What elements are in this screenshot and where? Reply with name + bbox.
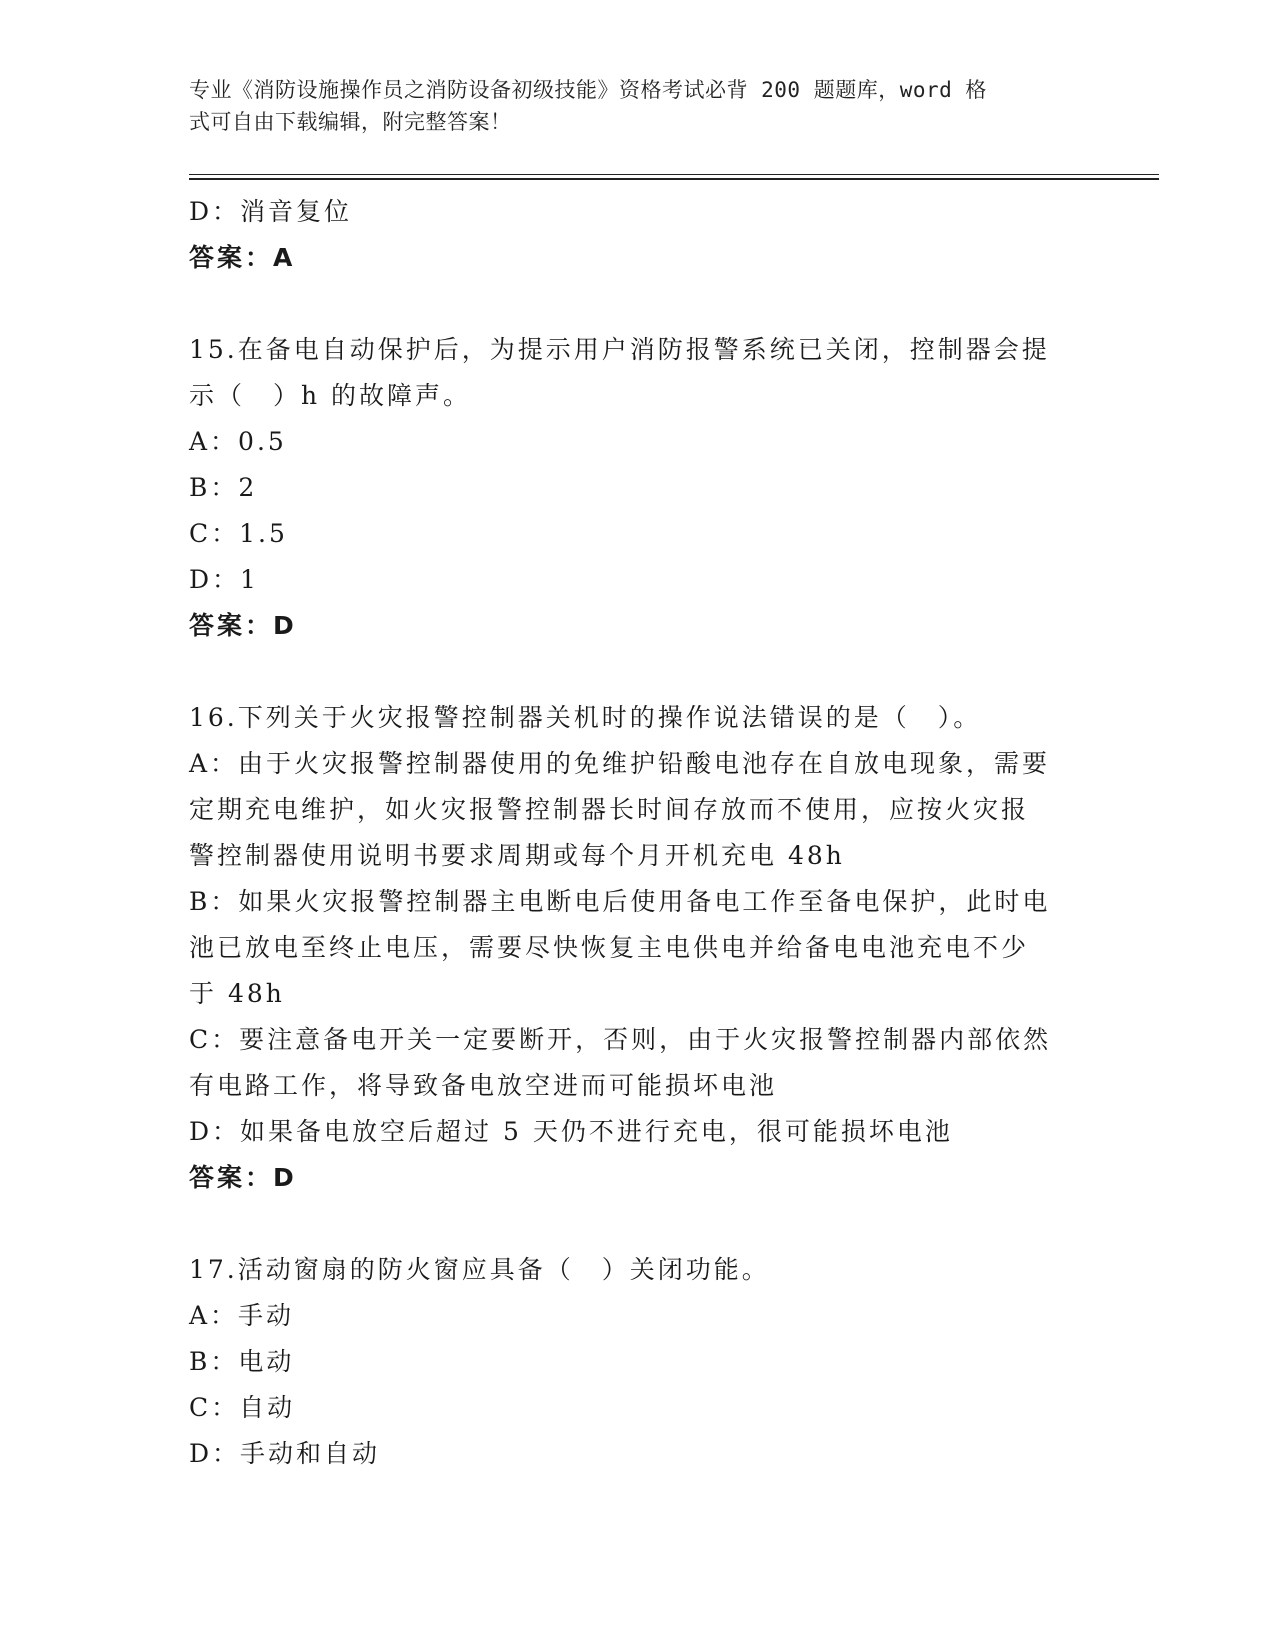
answer-line: 答案：D — [189, 611, 297, 640]
option-a-continued: 警控制器使用说明书要求周期或每个月开机充电 48h — [189, 841, 845, 870]
question-stem-continued: 示（ ）h 的故障声。 — [189, 381, 472, 410]
header-divider-top — [189, 174, 1159, 175]
option-b: B：电动 — [189, 1347, 295, 1376]
header-line-2: 式可自由下载编辑，附完整答案！ — [189, 110, 512, 134]
header-line-1: 专业《消防设施操作员之消防设备初级技能》资格考试必背 200 题题库，word 格 — [189, 78, 987, 102]
option-d: D：如果备电放空后超过 5 天仍不进行充电，很可能损坏电池 — [189, 1117, 953, 1146]
option-d: D：1 — [189, 565, 259, 594]
option-c: C：自动 — [189, 1393, 296, 1422]
option-b-continued: 于 48h — [189, 979, 285, 1008]
question-16 — [189, 695, 1089, 1201]
previous-question-tail — [189, 189, 1089, 281]
spacer — [189, 649, 1089, 695]
option-c: C：要注意备电开关一定要断开，否则，由于火灾报警控制器内部依然 — [189, 1025, 1052, 1054]
option-a: A：手动 — [189, 1301, 295, 1330]
answer-line: 答案：A — [189, 243, 296, 272]
option-d: D：手动和自动 — [189, 1439, 381, 1468]
option-b: B：2 — [189, 473, 258, 502]
option-b-continued: 池已放电至终止电压，需要尽快恢复主电供电并给备电电池充电不少 — [189, 933, 1030, 962]
option-b: B：如果火灾报警控制器主电断电后使用备电工作至备电保护，此时电 — [189, 887, 1051, 916]
header-divider-bottom — [189, 178, 1159, 180]
option-c-continued: 有电路工作，将导致备电放空进而可能损坏电池 — [189, 1071, 778, 1100]
spacer — [189, 281, 1089, 327]
option-c: C：1.5 — [189, 519, 288, 548]
option-a-continued: 定期充电维护，如火灾报警控制器长时间存放而不使用，应按火灾报 — [189, 795, 1030, 824]
question-17 — [189, 1247, 1089, 1477]
question-stem: 15.在备电自动保护后，为提示用户消防报警系统已关闭，控制器会提 — [189, 335, 1050, 364]
question-list — [189, 189, 1089, 1477]
option-a: A：0.5 — [189, 427, 287, 456]
document-header — [189, 74, 1069, 138]
question-15 — [189, 327, 1089, 649]
question-stem: 17.活动窗扇的防火窗应具备（ ）关闭功能。 — [189, 1255, 770, 1284]
spacer — [189, 1201, 1089, 1247]
option-a: A：由于火灾报警控制器使用的免维护铅酸电池存在自放电现象，需要 — [189, 749, 1051, 778]
question-stem: 16.下列关于火灾报警控制器关机时的操作说法错误的是（ ）。 — [189, 703, 982, 732]
answer-line: 答案：D — [189, 1163, 297, 1192]
option-d: D：消音复位 — [189, 197, 353, 226]
